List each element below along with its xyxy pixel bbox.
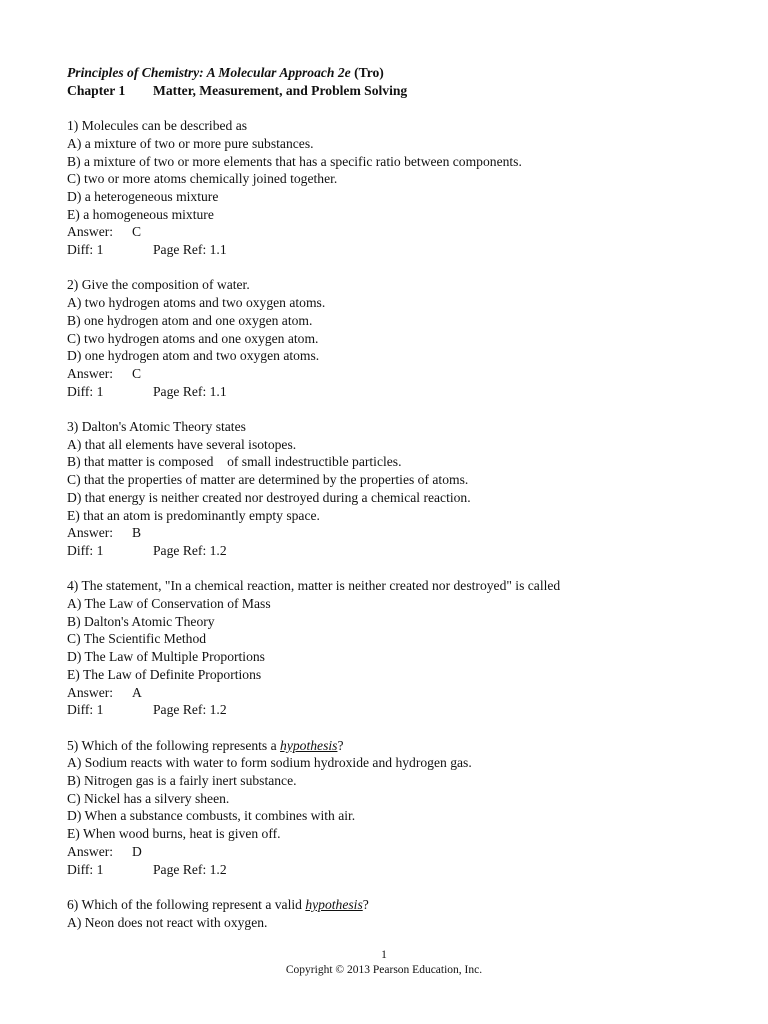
- question-number: 1): [67, 118, 79, 134]
- chapter-number: Chapter 1: [67, 82, 126, 98]
- page-reference: Page Ref: 1.1: [153, 242, 227, 258]
- question-number: 4): [67, 578, 79, 594]
- answer-label: Answer:: [67, 684, 114, 700]
- question-text: Give the composition of water.: [81, 277, 250, 293]
- page-reference: Page Ref: 1.2: [153, 542, 227, 558]
- question-number: 6): [67, 896, 79, 912]
- difficulty-line: [67, 542, 727, 560]
- question-block: [67, 577, 727, 719]
- answer-option: A) The Law of Conservation of Mass: [67, 596, 271, 612]
- book-title-line: [67, 64, 727, 82]
- document-page: [67, 64, 727, 931]
- answer-option: B) one hydrogen atom and one oxygen atom.: [67, 312, 313, 328]
- question-block: [67, 418, 727, 560]
- answer-label: Answer:: [67, 525, 114, 541]
- question-list: [67, 117, 727, 931]
- difficulty: Diff: 1: [67, 861, 104, 877]
- difficulty-line: [67, 701, 727, 719]
- answer-option: A) Sodium reacts with water to form sodium hydroxide and hydrogen gas.: [67, 755, 472, 771]
- question-number: 3): [67, 419, 79, 435]
- question-stem: [67, 418, 727, 436]
- answer-option: E) When wood burns, heat is given off.: [67, 826, 281, 842]
- question-text: Which of the following represent a valid: [81, 896, 306, 912]
- difficulty: Diff: 1: [67, 383, 104, 399]
- question-block: [67, 276, 727, 400]
- chapter-title: Matter, Measurement, and Problem Solving: [153, 82, 408, 98]
- question-text: Molecules can be described as: [81, 118, 248, 134]
- document-header: [67, 64, 727, 99]
- page-footer: [0, 948, 768, 977]
- answer-line: [67, 365, 727, 383]
- answer-value: C: [132, 365, 142, 381]
- difficulty-line: [67, 241, 727, 259]
- answer-option: B) that matter is composed of small indestructible particles.: [67, 454, 402, 470]
- question-stem: [67, 577, 727, 595]
- answer-option: C) two hydrogen atoms and one oxygen atom.: [67, 330, 319, 346]
- answer-option: D) The Law of Multiple Proportions: [67, 649, 265, 665]
- difficulty: Diff: 1: [67, 242, 104, 258]
- answer-label: Answer:: [67, 843, 114, 859]
- answer-option: E) that an atom is predominantly empty space.: [67, 507, 320, 523]
- question-number: 2): [67, 277, 79, 293]
- copyright-notice: Copyright © 2013 Pearson Education, Inc.: [285, 963, 483, 976]
- difficulty: Diff: 1: [67, 702, 104, 718]
- answer-option: E) The Law of Definite Proportions: [67, 666, 262, 682]
- answer-option: A) two hydrogen atoms and two oxygen atoms.: [67, 295, 326, 311]
- difficulty-line: [67, 861, 727, 879]
- question-text: The statement, "In a chemical reaction, matter is neither created nor destroyed" is called: [81, 578, 561, 594]
- question-stem: [67, 117, 727, 135]
- answer-line: [67, 684, 727, 702]
- answer-line: [67, 524, 727, 542]
- question-block: [67, 117, 727, 259]
- answer-option: D) When a substance combusts, it combines with air.: [67, 808, 356, 824]
- answer-option: B) Nitrogen gas is a fairly inert substance.: [67, 773, 297, 789]
- answer-option: D) a heterogeneous mixture: [67, 188, 219, 204]
- page-reference: Page Ref: 1.1: [153, 383, 227, 399]
- question-text-end: ?: [337, 737, 344, 753]
- page-reference: Page Ref: 1.2: [153, 702, 227, 718]
- page-reference: Page Ref: 1.2: [153, 861, 227, 877]
- difficulty-line: [67, 383, 727, 401]
- question-text: Which of the following represents a: [81, 737, 281, 753]
- answer-value: C: [132, 224, 142, 240]
- question-number: 5): [67, 737, 79, 753]
- answer-option: D) one hydrogen atom and two oxygen atoms.: [67, 348, 320, 364]
- answer-label: Answer:: [67, 224, 114, 240]
- book-title: Principles of Chemistry: A Molecular Approach 2e: [67, 65, 351, 80]
- answer-option: A) Neon does not react with oxygen.: [67, 914, 268, 930]
- answer-value: B: [132, 525, 142, 541]
- answer-option: A) a mixture of two or more pure substances.: [67, 135, 314, 151]
- answer-option: C) Nickel has a silvery sheen.: [67, 790, 230, 806]
- question-stem: [67, 276, 727, 294]
- page-number: 1: [381, 949, 387, 961]
- answer-value: D: [132, 843, 142, 859]
- question-stem: [67, 737, 727, 755]
- question-block: [67, 737, 727, 879]
- answer-line: [67, 223, 727, 241]
- author: (Tro): [354, 65, 384, 80]
- emphasized-term: hypothesis: [305, 896, 363, 912]
- answer-option: B) Dalton's Atomic Theory: [67, 613, 215, 629]
- question-text: Dalton's Atomic Theory states: [81, 419, 246, 435]
- answer-option: C) The Scientific Method: [67, 631, 207, 647]
- question-text-end: ?: [362, 896, 369, 912]
- question-block: [67, 896, 727, 931]
- answer-label: Answer:: [67, 365, 114, 381]
- answer-line: [67, 843, 727, 861]
- answer-option: A) that all elements have several isotopes.: [67, 436, 297, 452]
- answer-option: B) a mixture of two or more elements that has a specific ratio between components.: [67, 153, 522, 169]
- question-stem: [67, 896, 727, 914]
- chapter-heading: [67, 82, 727, 100]
- emphasized-term: hypothesis: [280, 737, 338, 753]
- answer-option: C) that the properties of matter are determined by the properties of atoms.: [67, 472, 469, 488]
- answer-option: C) two or more atoms chemically joined together.: [67, 171, 338, 187]
- answer-value: A: [132, 684, 142, 700]
- answer-option: D) that energy is neither created nor destroyed during a chemical reaction.: [67, 489, 471, 505]
- difficulty: Diff: 1: [67, 542, 104, 558]
- answer-option: E) a homogeneous mixture: [67, 206, 214, 222]
